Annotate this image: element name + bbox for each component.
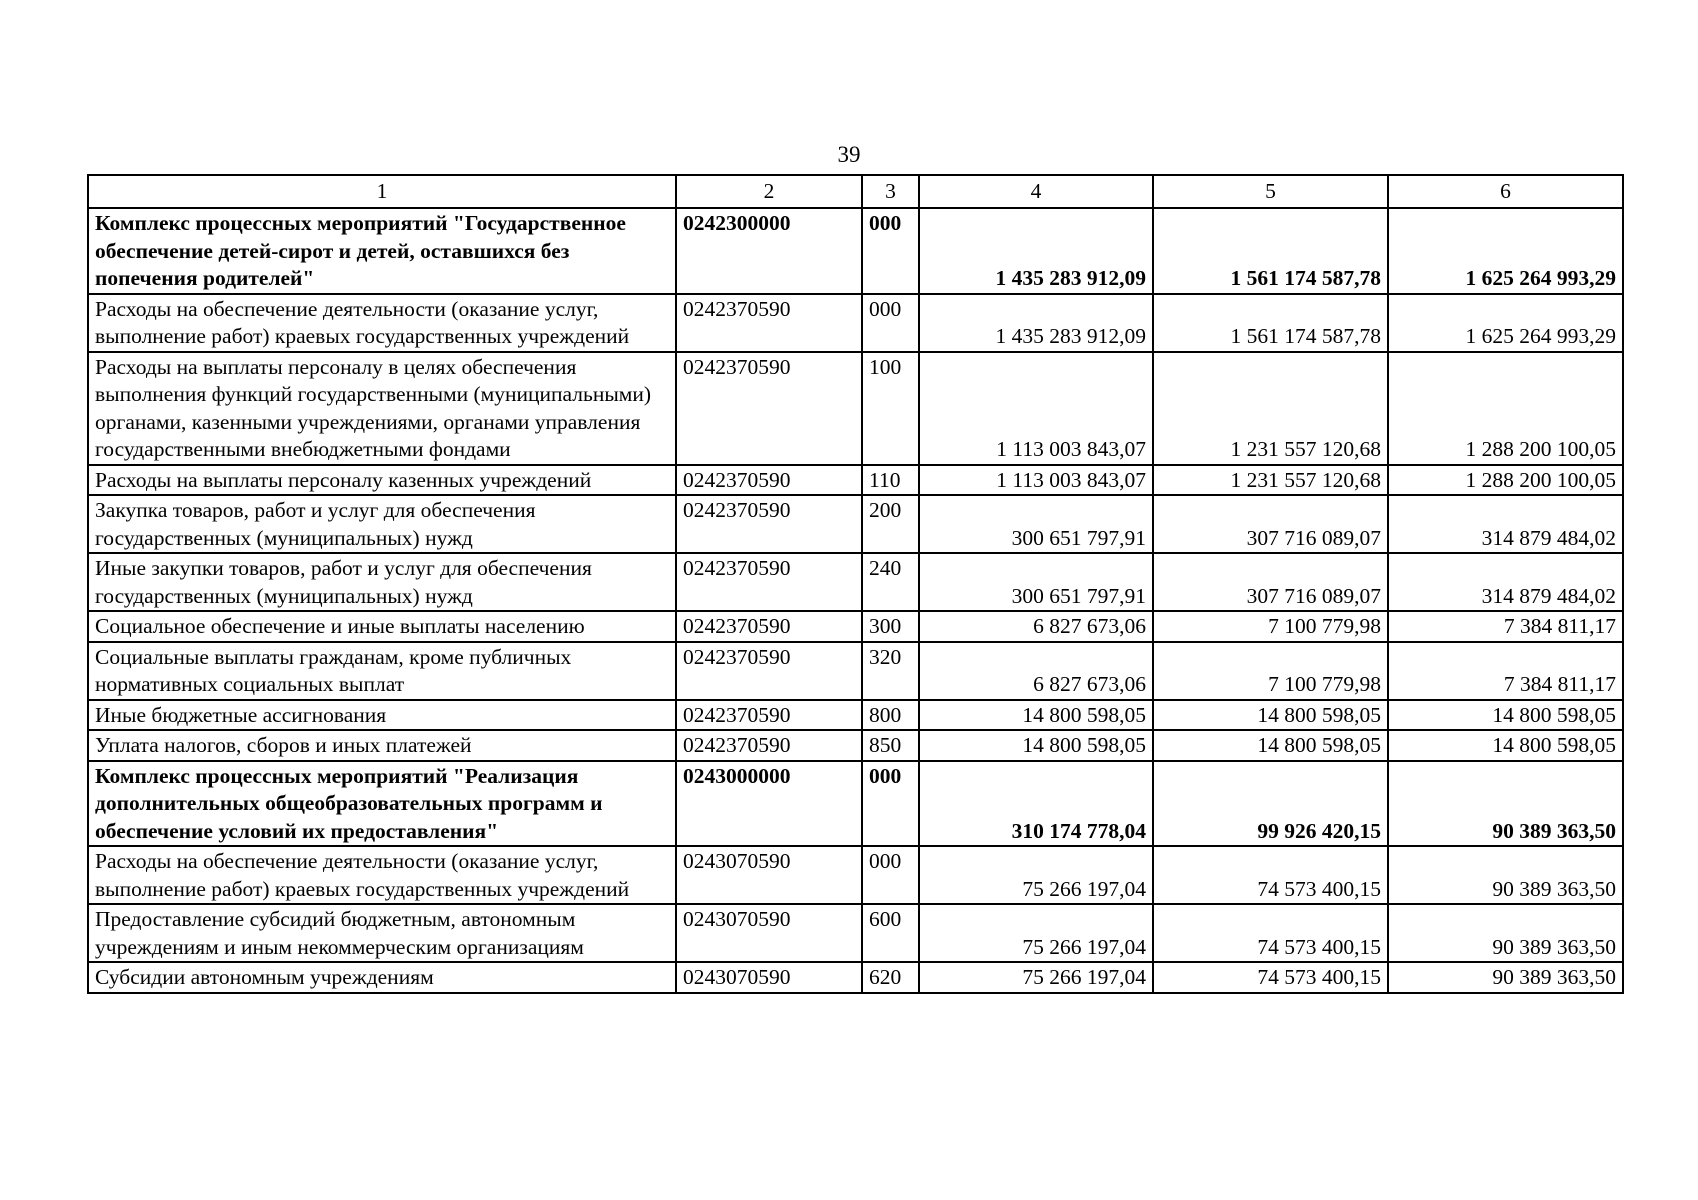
amount-year-2-cell: 74 573 400,15 — [1153, 846, 1388, 904]
table-row — [88, 846, 1623, 904]
target-code-cell: 0242370590 — [676, 294, 862, 352]
row-name-cell: Субсидии автономным учреждениям — [88, 962, 676, 993]
expense-type-cell: 110 — [862, 465, 919, 496]
expense-type-cell: 200 — [862, 495, 919, 553]
column-number-header: 5 — [1153, 175, 1388, 208]
table-row — [88, 294, 1623, 352]
expense-type-cell: 300 — [862, 611, 919, 642]
amount-year-2-cell: 1 561 174 587,78 — [1153, 294, 1388, 352]
amount-year-1-cell: 75 266 197,04 — [919, 846, 1153, 904]
table-row — [88, 553, 1623, 611]
amount-year-3-cell: 314 879 484,02 — [1388, 553, 1623, 611]
expense-type-cell: 000 — [862, 294, 919, 352]
row-name-cell: Комплекс процессных мероприятий "Реализация дополнительных общеобразовательных программ и обеспечение условий их предоставления" — [88, 761, 676, 847]
target-code-cell: 0243070590 — [676, 904, 862, 962]
amount-year-2-cell: 7 100 779,98 — [1153, 642, 1388, 700]
row-name-cell: Уплата налогов, сборов и иных платежей — [88, 730, 676, 761]
table-row — [88, 730, 1623, 761]
table-row — [88, 208, 1623, 294]
amount-year-2-cell: 1 231 557 120,68 — [1153, 465, 1388, 496]
expense-type-cell: 320 — [862, 642, 919, 700]
amount-year-3-cell: 90 389 363,50 — [1388, 761, 1623, 847]
table-row — [88, 352, 1623, 465]
amount-year-3-cell: 90 389 363,50 — [1388, 904, 1623, 962]
column-number-header: 1 — [88, 175, 676, 208]
row-name-cell: Расходы на выплаты персоналу казенных учреждений — [88, 465, 676, 496]
target-code-cell: 0242370590 — [676, 553, 862, 611]
amount-year-3-cell: 1 625 264 993,29 — [1388, 208, 1623, 294]
amount-year-1-cell: 75 266 197,04 — [919, 962, 1153, 993]
expense-type-cell: 620 — [862, 962, 919, 993]
amount-year-3-cell: 14 800 598,05 — [1388, 700, 1623, 731]
amount-year-2-cell: 14 800 598,05 — [1153, 730, 1388, 761]
expense-type-cell: 600 — [862, 904, 919, 962]
amount-year-3-cell: 90 389 363,50 — [1388, 846, 1623, 904]
amount-year-1-cell: 300 651 797,91 — [919, 553, 1153, 611]
amount-year-2-cell: 14 800 598,05 — [1153, 700, 1388, 731]
row-name-cell: Иные бюджетные ассигнования — [88, 700, 676, 731]
table-row — [88, 465, 1623, 496]
amount-year-1-cell: 300 651 797,91 — [919, 495, 1153, 553]
amount-year-3-cell: 14 800 598,05 — [1388, 730, 1623, 761]
row-name-cell: Иные закупки товаров, работ и услуг для обеспечения государственных (муниципальных) нужд — [88, 553, 676, 611]
target-code-cell: 0242300000 — [676, 208, 862, 294]
page-number: 39 — [837, 142, 861, 167]
amount-year-2-cell: 99 926 420,15 — [1153, 761, 1388, 847]
amount-year-1-cell: 14 800 598,05 — [919, 730, 1153, 761]
target-code-cell: 0242370590 — [676, 611, 862, 642]
row-name-cell: Расходы на выплаты персоналу в целях обеспечения выполнения функций государственными (муниципальными) органами, казенными учреждениями, органами управления государственными внебюджетными фондами — [88, 352, 676, 465]
row-name-cell: Расходы на обеспечение деятельности (оказание услуг, выполнение работ) краевых государственных учреждений — [88, 294, 676, 352]
amount-year-1-cell: 75 266 197,04 — [919, 904, 1153, 962]
expense-type-cell: 800 — [862, 700, 919, 731]
amount-year-1-cell: 14 800 598,05 — [919, 700, 1153, 731]
expense-type-cell: 850 — [862, 730, 919, 761]
amount-year-3-cell: 7 384 811,17 — [1388, 611, 1623, 642]
row-name-cell: Комплекс процессных мероприятий "Государственное обеспечение детей-сирот и детей, оставшихся без попечения родителей" — [88, 208, 676, 294]
target-code-cell: 0242370590 — [676, 700, 862, 731]
expense-type-cell: 100 — [862, 352, 919, 465]
amount-year-3-cell: 90 389 363,50 — [1388, 962, 1623, 993]
amount-year-2-cell: 307 716 089,07 — [1153, 495, 1388, 553]
amount-year-3-cell: 1 288 200 100,05 — [1388, 352, 1623, 465]
amount-year-1-cell: 1 435 283 912,09 — [919, 208, 1153, 294]
column-number-header: 3 — [862, 175, 919, 208]
amount-year-3-cell: 7 384 811,17 — [1388, 642, 1623, 700]
amount-year-1-cell: 6 827 673,06 — [919, 642, 1153, 700]
target-code-cell: 0243070590 — [676, 846, 862, 904]
table-row — [88, 611, 1623, 642]
row-name-cell: Социальное обеспечение и иные выплаты населению — [88, 611, 676, 642]
column-number-header: 4 — [919, 175, 1153, 208]
table-row — [88, 495, 1623, 553]
amount-year-1-cell: 1 435 283 912,09 — [919, 294, 1153, 352]
amount-year-2-cell: 307 716 089,07 — [1153, 553, 1388, 611]
amount-year-2-cell: 1 561 174 587,78 — [1153, 208, 1388, 294]
amount-year-1-cell: 6 827 673,06 — [919, 611, 1153, 642]
amount-year-1-cell: 1 113 003 843,07 — [919, 352, 1153, 465]
table-row — [88, 700, 1623, 731]
amount-year-1-cell: 1 113 003 843,07 — [919, 465, 1153, 496]
expense-type-cell: 000 — [862, 846, 919, 904]
amount-year-2-cell: 1 231 557 120,68 — [1153, 352, 1388, 465]
table-row — [88, 642, 1623, 700]
row-name-cell: Расходы на обеспечение деятельности (оказание услуг, выполнение работ) краевых государственных учреждений — [88, 846, 676, 904]
amount-year-2-cell: 7 100 779,98 — [1153, 611, 1388, 642]
row-name-cell: Предоставление субсидий бюджетным, автономным учреждениям и иным некоммерческим организациям — [88, 904, 676, 962]
column-number-header: 2 — [676, 175, 862, 208]
amount-year-2-cell: 74 573 400,15 — [1153, 904, 1388, 962]
target-code-cell: 0243000000 — [676, 761, 862, 847]
target-code-cell: 0242370590 — [676, 730, 862, 761]
expense-type-cell: 000 — [862, 761, 919, 847]
row-name-cell: Закупка товаров, работ и услуг для обеспечения государственных (муниципальных) нужд — [88, 495, 676, 553]
target-code-cell: 0242370590 — [676, 642, 862, 700]
amount-year-3-cell: 314 879 484,02 — [1388, 495, 1623, 553]
amount-year-3-cell: 1 625 264 993,29 — [1388, 294, 1623, 352]
table-row — [88, 904, 1623, 962]
target-code-cell: 0242370590 — [676, 495, 862, 553]
amount-year-3-cell: 1 288 200 100,05 — [1388, 465, 1623, 496]
target-code-cell: 0243070590 — [676, 962, 862, 993]
target-code-cell: 0242370590 — [676, 352, 862, 465]
table-row — [88, 761, 1623, 847]
table-row — [88, 962, 1623, 993]
budget-table — [87, 174, 1624, 994]
target-code-cell: 0242370590 — [676, 465, 862, 496]
expense-type-cell: 240 — [862, 553, 919, 611]
expense-type-cell: 000 — [862, 208, 919, 294]
column-number-header: 6 — [1388, 175, 1623, 208]
row-name-cell: Социальные выплаты гражданам, кроме публичных нормативных социальных выплат — [88, 642, 676, 700]
budget-table-body — [88, 175, 1623, 993]
amount-year-1-cell: 310 174 778,04 — [919, 761, 1153, 847]
amount-year-2-cell: 74 573 400,15 — [1153, 962, 1388, 993]
column-number-header-row — [88, 175, 1623, 208]
